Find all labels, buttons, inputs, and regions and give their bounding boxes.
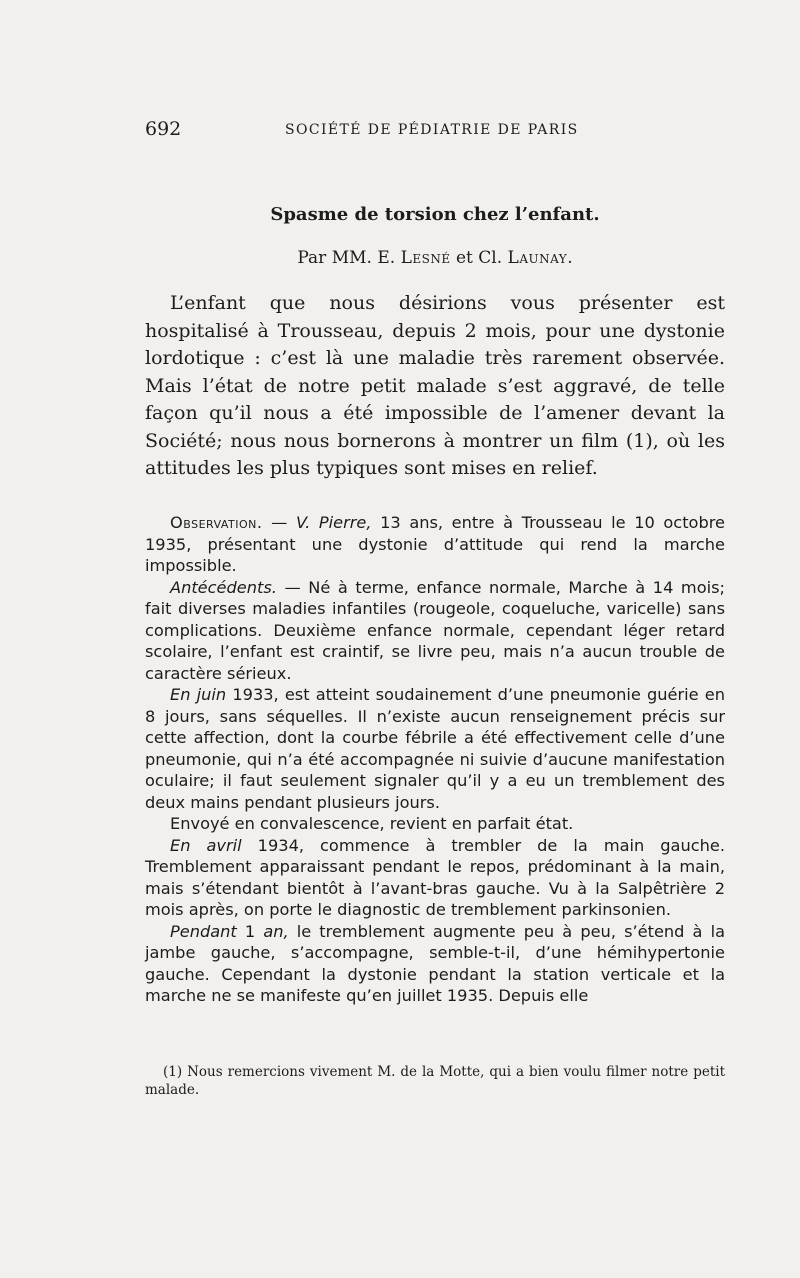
observation-section: [145, 512, 725, 1007]
patient-name: V. Pierre,: [295, 513, 372, 532]
article-title: Spasme de torsion chez l’enfant.: [270, 204, 600, 225]
article-authors: [145, 248, 725, 268]
observation-dash: —: [262, 513, 296, 532]
observation-text: 13 ans, entre à Trousseau le 10 octobre 1935, présentant une dystonie d’attitude qui rend la marche impossible.: [145, 513, 725, 575]
pendant-label: Pendant: [170, 921, 237, 941]
avril-label: En avril: [170, 835, 242, 855]
antecedents-label: Antécédents.: [170, 577, 277, 597]
pendant-text: le tremblement augmente peu à peu, s’étend à la jambe gauche, s’accompagne, semble-t-il, d’une hémihypertonie gauche. Cependant la dystonie pendant la station verticale et la marche ne se manifeste qu’en juillet 1935. Depuis elle: [145, 921, 725, 1005]
juin-text: 1933, est atteint soudainement d’une pneumonie guérie en 8 jours, sans séquelles. Il n’existe aucun renseignement précis sur cette affection, dont la courbe fébrile a été effectivement celle d’une pneumonie, qui n’a été accompagnée ni suivie d’aucune manifestation oculaire; il faut seulement signaler qu’il y a eu un tremblement des deux mains pendant plusieurs jours.: [145, 685, 725, 812]
page-number: 692: [145, 118, 182, 140]
antecedents-paragraph: [145, 577, 725, 685]
juin-paragraph: [145, 684, 725, 813]
running-head: SOCIÉTÉ DE PÉDIATRIE DE PARIS: [285, 122, 579, 138]
pendant-label2: an,: [263, 921, 289, 941]
intro-section: [145, 290, 725, 483]
page-header: [145, 118, 725, 148]
authors-prefix: Par MM. E.: [297, 248, 401, 268]
juin-label: En juin: [170, 685, 227, 704]
antecedents-text: — Né à terme, enfance normale, Marche à 14 mois; fait diverses maladies infantiles (rougeole, coqueluche, varicelle) sans complications. Deuxième enfance normale, cependant léger retard scolaire, l’enfant est craintif, se livre peu, mais n’a aucun trouble de caractère sérieux.: [145, 577, 725, 683]
avril-text: 1934, commence à trembler de la main gauche. Tremblement apparaissant pendant le repos, prédominant à la main, mais s’étendant bientôt à l’avant-bras gauche. Vu à la Salpêtrière 2 mois après, on porte le diagnostic de tremblement parkinsonien.: [145, 835, 725, 919]
intro-paragraph: L’enfant que nous désirions vous présenter est hospitalisé à Trousseau, depuis 2 mois, pour une dystonie lordotique : c’est là une maladie très rarement observée. Mais l’état de notre petit malade s’est aggravé, de telle façon qu’il nous a été impossible de l’amener devant la Société; nous nous bornerons à montrer un film (1), où les attitudes les plus typiques sont mises en relief.: [145, 292, 725, 479]
footnote: [145, 1063, 725, 1099]
observation-paragraph: [145, 512, 725, 577]
authors-middle: et Cl.: [450, 248, 508, 268]
observation-label: Observation.: [170, 513, 263, 532]
footnote-text: (1) Nous remercions vivement M. de la Motte, qui a bien voulu filmer notre petit malade.: [145, 1064, 725, 1098]
pendant-paragraph: [145, 921, 725, 1007]
author-launay: Launay: [507, 248, 568, 268]
authors-suffix: .: [567, 248, 573, 268]
author-lesne: Lesné: [400, 248, 451, 268]
convalescence-paragraph: Envoyé en convalescence, revient en parfait état.: [170, 814, 574, 833]
avril-paragraph: [145, 835, 725, 921]
pendant-num: 1: [236, 921, 264, 941]
